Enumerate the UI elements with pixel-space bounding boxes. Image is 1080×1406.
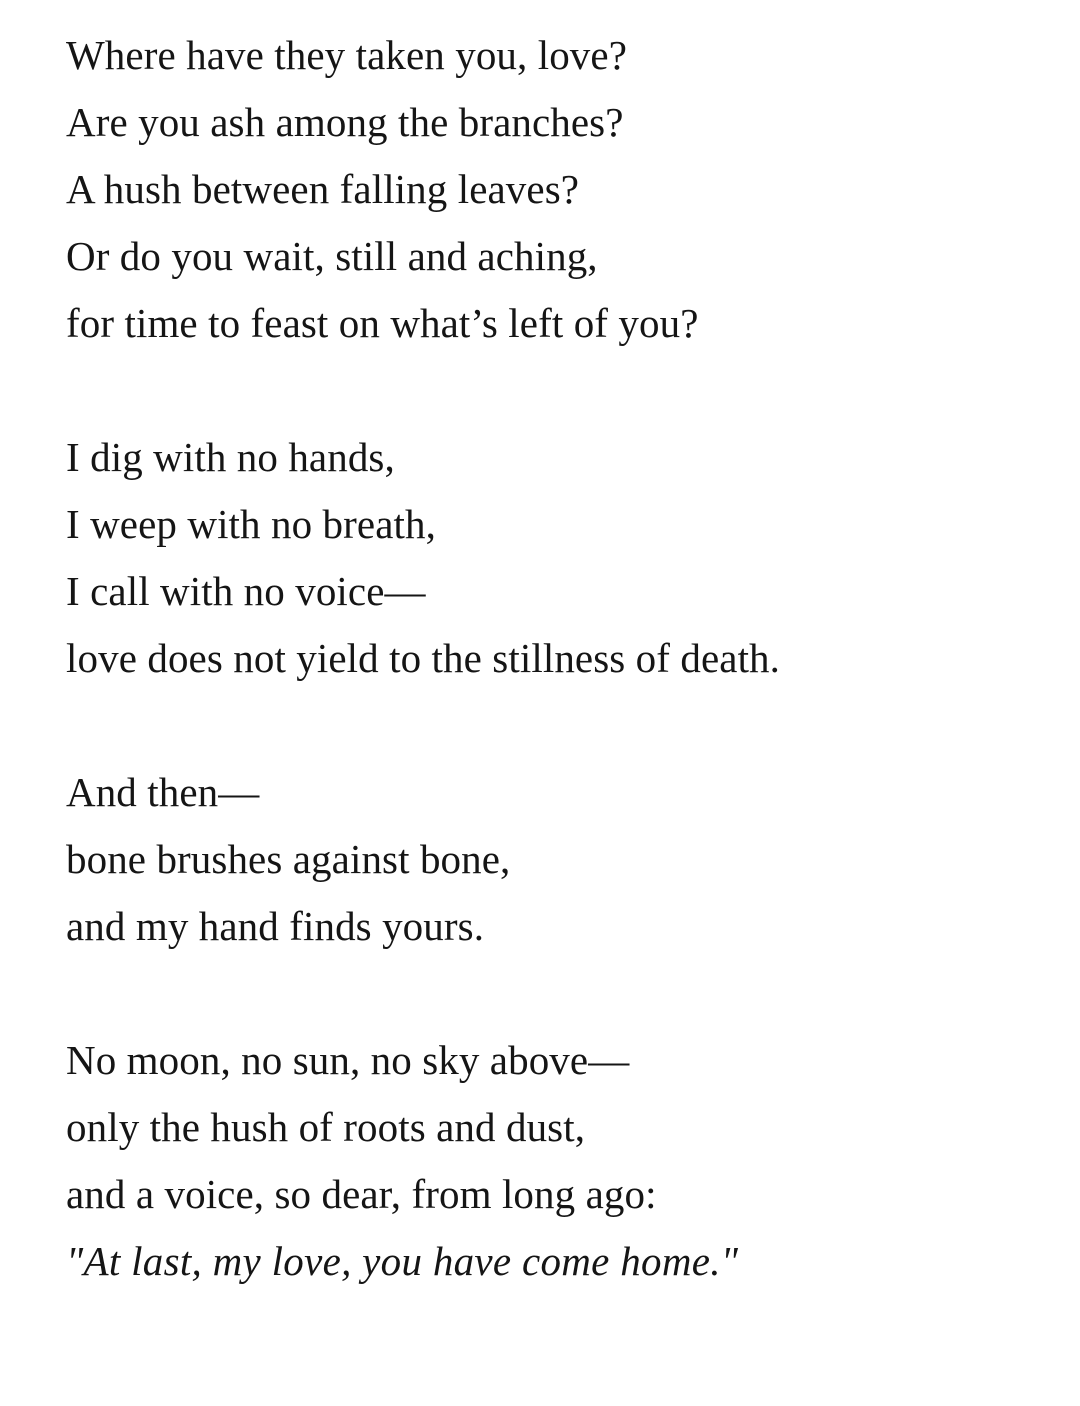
closing-quote-line: "At last, my love, you have come home.": [66, 1238, 739, 1284]
stanza-2: [66, 424, 1056, 692]
poem-line: only the hush of roots and dust,: [66, 1104, 586, 1150]
poem-line: A hush between falling leaves?: [66, 166, 580, 212]
poem-line: bone brushes against bone,: [66, 836, 511, 882]
poem-line: Where have they taken you, love?: [66, 32, 628, 78]
poem-line: Are you ash among the branches?: [66, 99, 624, 145]
stanza-3: [66, 759, 1056, 960]
poem-line: for time to feast on what’s left of you?: [66, 300, 699, 346]
poem-line: And then—: [66, 769, 260, 815]
poem-line: I dig with no hands,: [66, 434, 395, 480]
poem-line: and a voice, so dear, from long ago:: [66, 1171, 657, 1217]
poem-line: love does not yield to the stillness of death.: [66, 635, 781, 681]
stanza-4: [66, 1027, 1056, 1295]
poem-line: and my hand finds yours.: [66, 903, 485, 949]
poem-line: Or do you wait, still and aching,: [66, 233, 598, 279]
poem-line: I weep with no breath,: [66, 501, 436, 547]
poem: [66, 22, 1056, 1295]
stanza-1: [66, 22, 1056, 357]
poem-line: I call with no voice—: [66, 568, 426, 614]
poem-line: No moon, no sun, no sky above—: [66, 1037, 630, 1083]
